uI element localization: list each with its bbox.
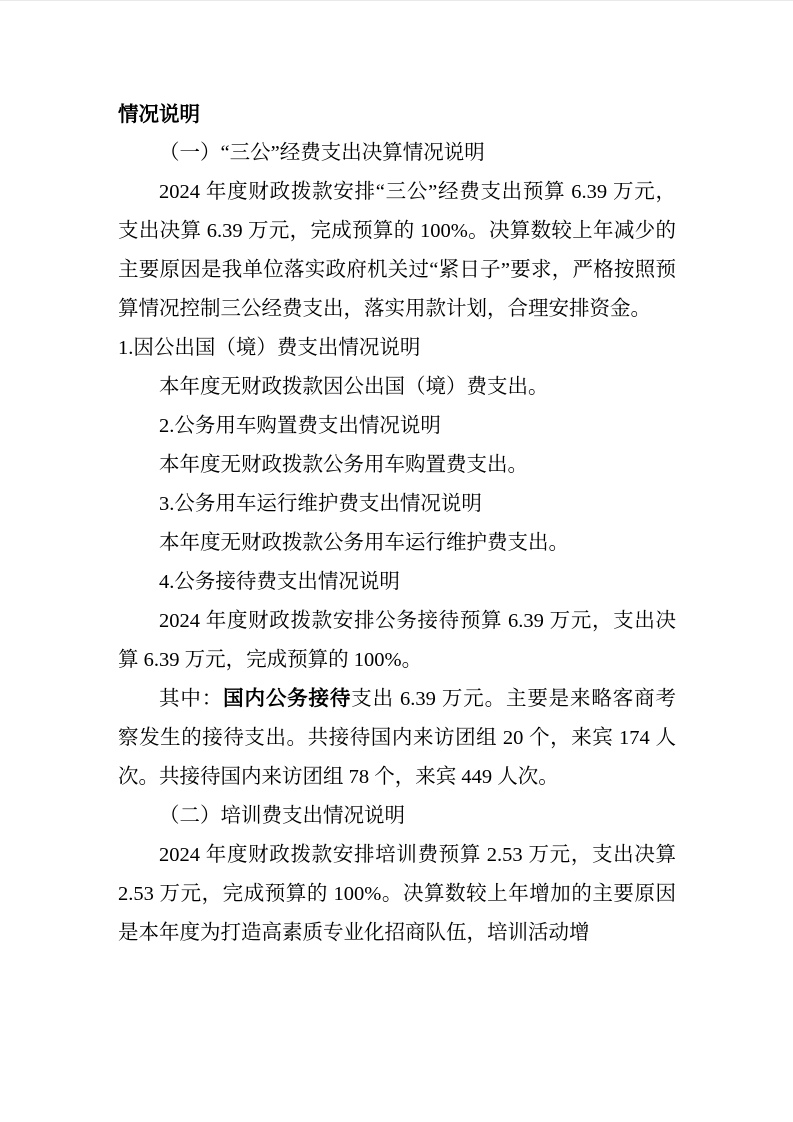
item4-official-reception-title: 4.公务接待费支出情况说明 bbox=[159, 571, 400, 593]
subsection-two-intro-paragraph: 2024 年度财政拨款安排培训费预算 2.53 万元，支出决算 2.53 万元，完成预算的 100%。决算数较上年增加的主要原因是本年度为打造高素质专业化招商队伍，培训活动增 bbox=[118, 844, 676, 944]
item1-abroad-expense-body: 本年度无财政拨款因公出国（境）费支出。 bbox=[159, 376, 549, 398]
subsection-two-title: （二）培训费支出情况说明 bbox=[159, 805, 405, 827]
section-heading: 情况说明 bbox=[118, 103, 200, 126]
item4-official-reception-body: 2024 年度财政拨款安排公务接待预算 6.39 万元，支出决算 6.39 万元，完成预算的 100%。 bbox=[118, 610, 676, 671]
item3-vehicle-maintenance-title: 3.公务用车运行维护费支出情况说明 bbox=[159, 493, 482, 515]
item2-vehicle-purchase-title: 2.公务用车购置费支出情况说明 bbox=[159, 415, 441, 437]
item1-abroad-expense-title: 1.因公出国（境）费支出情况说明 bbox=[118, 337, 421, 359]
domestic-reception-paragraph bbox=[118, 680, 676, 797]
item2-vehicle-purchase-body: 本年度无财政拨款公务用车购置费支出。 bbox=[159, 454, 528, 476]
subsection-one-title: （一）“三公”经费支出决算情况说明 bbox=[159, 142, 485, 164]
reception-bold-term: 国内公务接待 bbox=[223, 688, 352, 710]
subsection-one-intro-paragraph: 2024 年度财政拨款安排“三公”经费支出预算 6.39 万元，支出决算 6.39 万元，完成预算的 100%。决算数较上年减少的主要原因是我单位落实政府机关过“紧日子”要求，严格按照预算情况控制三公经费支出，落实用款计划，合理安排资金。 bbox=[118, 181, 676, 320]
reception-prefix: 其中： bbox=[159, 688, 224, 710]
reception-detail: 支出 6.39 万元。主要是来略客商考察发生的接待支出。共接待国内来访团组 20 个，来宾 174 人次。共接待国内来访团组 78 个，来宾 449 人次。 bbox=[118, 688, 677, 788]
item3-vehicle-maintenance-body: 本年度无财政拨款公务用车运行维护费支出。 bbox=[159, 532, 569, 554]
